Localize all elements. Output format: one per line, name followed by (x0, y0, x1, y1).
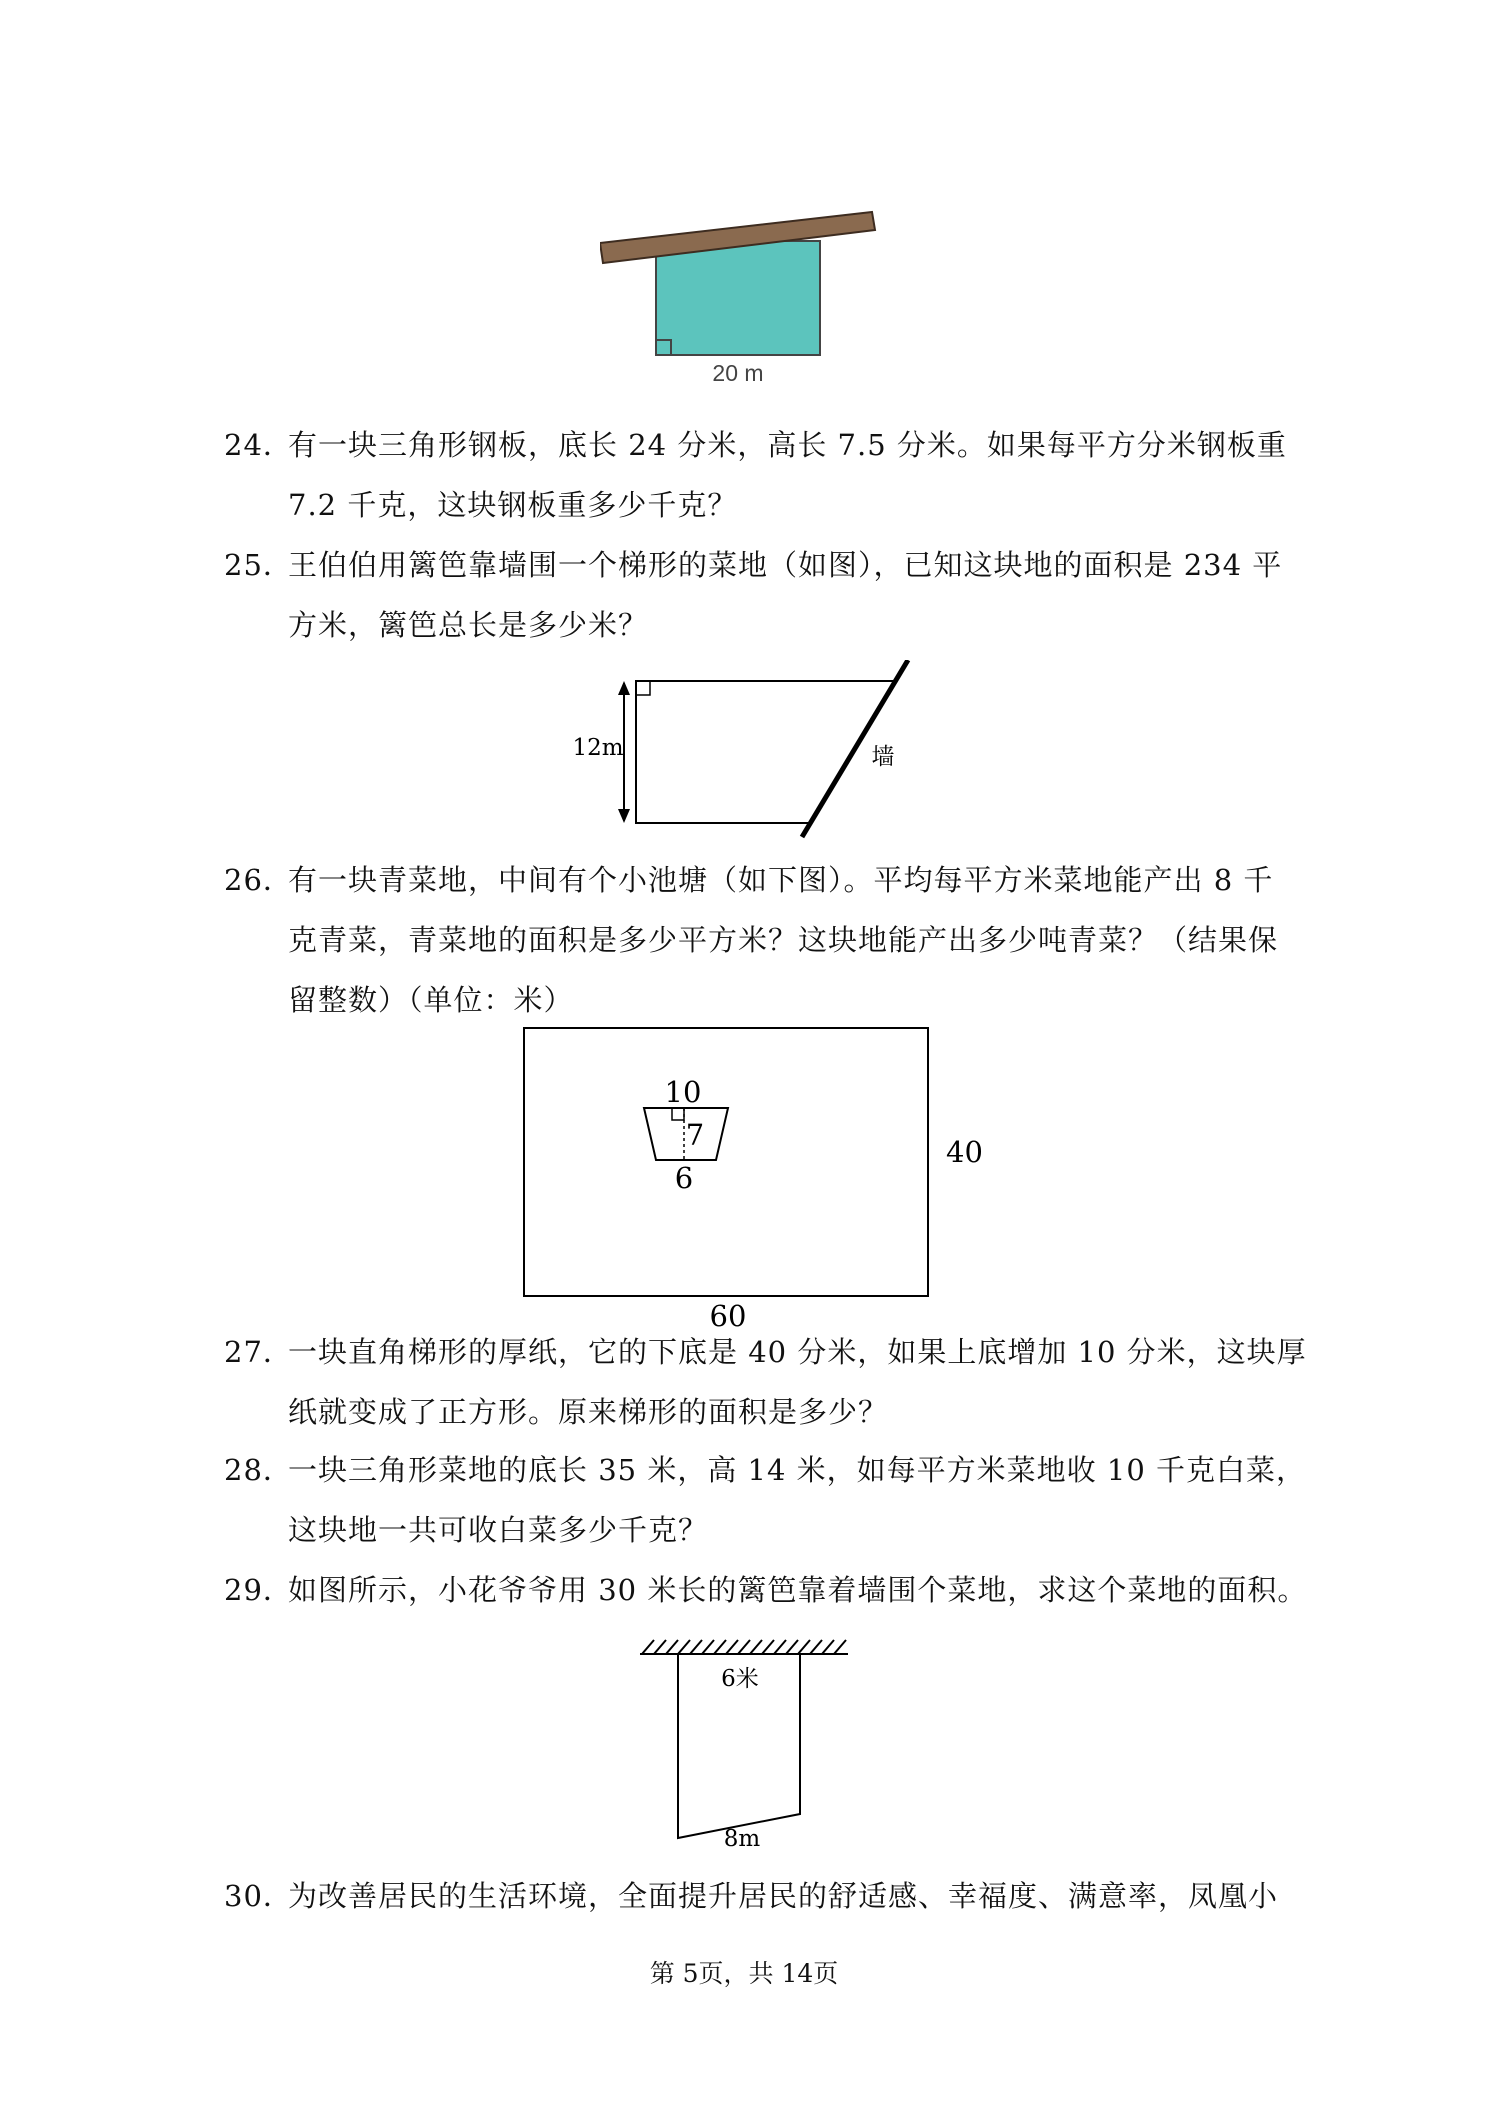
figure-26-side-label: 40 (946, 1135, 983, 1169)
figure-29-wall-hatch (640, 1640, 848, 1654)
question-26-line-3: 留整数）（单位：米） (288, 983, 574, 1017)
figure-25-wall-label: 墙 (871, 744, 895, 770)
figure-25 (570, 660, 930, 850)
question-24-line-1: 24．有一块三角形钢板，底长 24 分米，高长 7.5 分米。如果每平方分米钢板重 (224, 428, 1287, 462)
figure-25-right-angle (636, 681, 650, 695)
question-27-line-1: 27．一块直角梯形的厚纸，它的下底是 40 分米，如果上底增加 10 分米，这块厚 (224, 1335, 1307, 1369)
question-28-line-2: 这块地一共可收白菜多少千克？ (288, 1513, 709, 1547)
figure-29-bottom-label: 8m (723, 1826, 761, 1850)
page-footer: 第 5页，共 14页 (649, 1959, 839, 1988)
figure-26-field (524, 1028, 928, 1296)
figure-26-width-label: 60 (709, 1299, 747, 1333)
figure-26-bottom-label: 6 (674, 1161, 694, 1195)
figure-23-base-label: 20 m (712, 360, 764, 386)
figure-29-top-label: 6米 (721, 1666, 759, 1692)
figure-26 (520, 1020, 990, 1340)
figure-26-right-angle (672, 1108, 684, 1120)
question-24-line-2: 7.2 千克，这块钢板重多少千克？ (288, 488, 738, 522)
question-25-line-1: 25．王伯伯用篱笆靠墙围一个梯形的菜地（如图），已知这块地的面积是 234 平 (224, 548, 1283, 582)
figure-23-rect (656, 241, 820, 355)
question-28-line-1: 28．一块三角形菜地的底长 35 米，高 14 米，如每平方米菜地收 10 千克白菜， (224, 1453, 1307, 1487)
question-30-line-1: 30．为改善居民的生活环境，全面提升居民的舒适感、幸福度、满意率，凤凰小 (224, 1879, 1279, 1913)
question-26-line-1: 26．有一块青菜地，中间有个小池塘（如下图）。平均每平方米菜地能产出 8 千 (224, 863, 1274, 897)
figure-26-top-label: 10 (664, 1075, 702, 1109)
question-26-line-2: 克青菜，青菜地的面积是多少平方米？这块地能产出多少吨青菜？（结果保 (288, 923, 1279, 957)
figure-25-height-label: 12m (572, 735, 624, 761)
question-27-line-2: 纸就变成了正方形。原来梯形的面积是多少？ (288, 1395, 889, 1429)
figure-29 (630, 1630, 860, 1850)
question-25-line-2: 方米，篱笆总长是多少米？ (288, 608, 649, 642)
figure-23 (600, 205, 890, 395)
question-29-line-1: 29．如图所示，小花爷爷用 30 米长的篱笆靠着墙围个菜地，求这个菜地的面积。 (224, 1573, 1308, 1607)
figure-26-height-label: 7 (685, 1118, 705, 1152)
figure-25-fence (636, 681, 897, 823)
